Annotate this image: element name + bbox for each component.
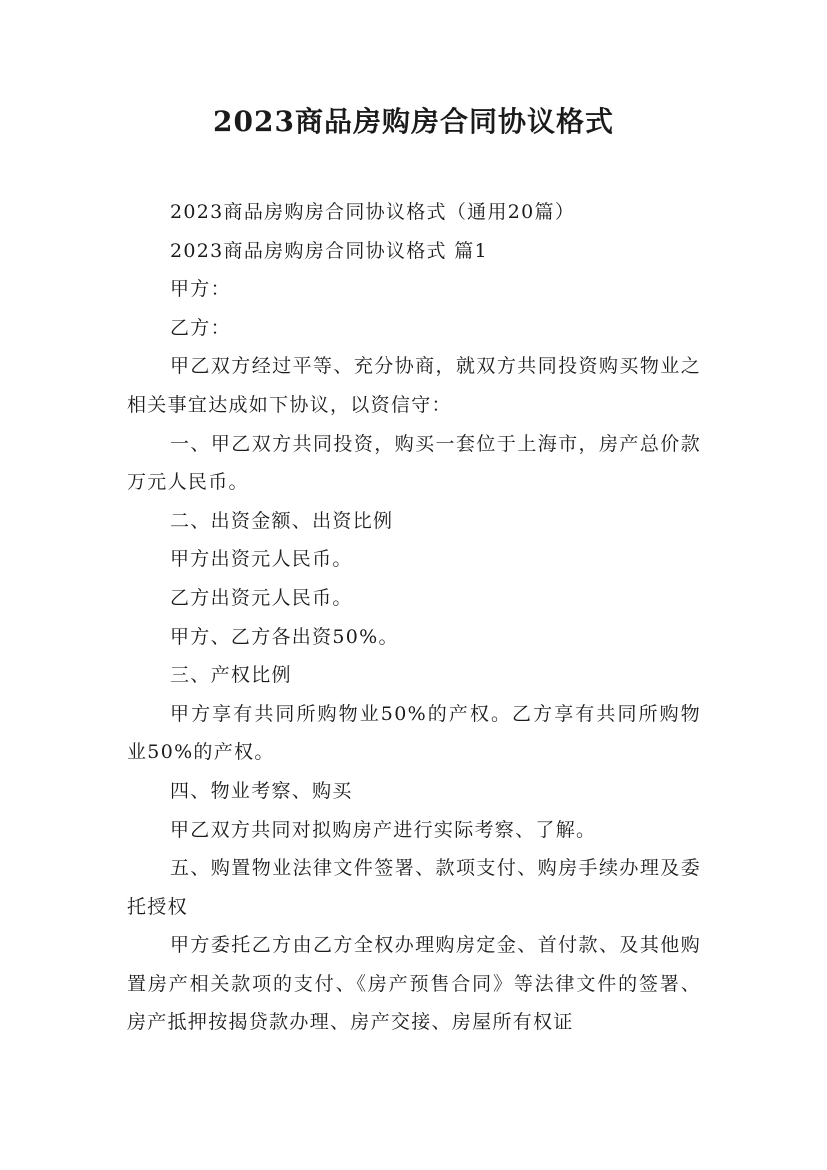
paragraph-inspection: 甲乙双方共同对拟购房产进行实际考察、了解。 [170,818,597,841]
paragraph-heading-collection: 2023商品房购房合同协议格式（通用20篇） [170,201,576,223]
paragraph-preamble: 甲乙双方经过平等、充分协商，就双方共同投资购买物业之相关事宜达成如下协议，以资信守： [127,355,701,416]
document-title: 2023商品房购房合同协议格式 [213,105,614,138]
paragraph-authorization: 甲方委托乙方由乙方全权办理购房定金、首付款、及其他购置房产相关款项的支付、《房产预售合同》等法律文件的签署、房产抵押按揭贷款办理、房产交接、房屋所有权证 [127,934,701,1034]
paragraph-party-b: 乙方： [170,316,231,339]
paragraph-clause-4-heading: 四、物业考察、购买 [170,779,353,802]
paragraph-clause-3-heading: 三、产权比例 [170,664,292,687]
paragraph-party-a-contribution: 甲方出资元人民币。 [170,548,353,571]
paragraph-clause-1: 一、甲乙双方共同投资，购买一套位于上海市，房产总价款万元人民币。 [127,432,701,494]
paragraph-clause-2-heading: 二、出资金额、出资比例 [170,509,394,532]
paragraph-heading-article-1: 2023商品房购房合同协议格式 篇1 [170,239,488,262]
paragraph-party-a: 甲方： [170,278,231,301]
document-body [127,193,701,1042]
paragraph-ownership-ratio: 甲方享有共同所购物业50%的产权。乙方享有共同所购物业50%的产权。 [127,702,701,764]
paragraph-contribution-ratio: 甲方、乙方各出资50%。 [170,625,399,648]
paragraph-clause-5-heading: 五、购置物业法律文件签署、款项支付、购房手续办理及委托授权 [127,857,701,918]
paragraph-party-b-contribution: 乙方出资元人民币。 [170,586,353,609]
